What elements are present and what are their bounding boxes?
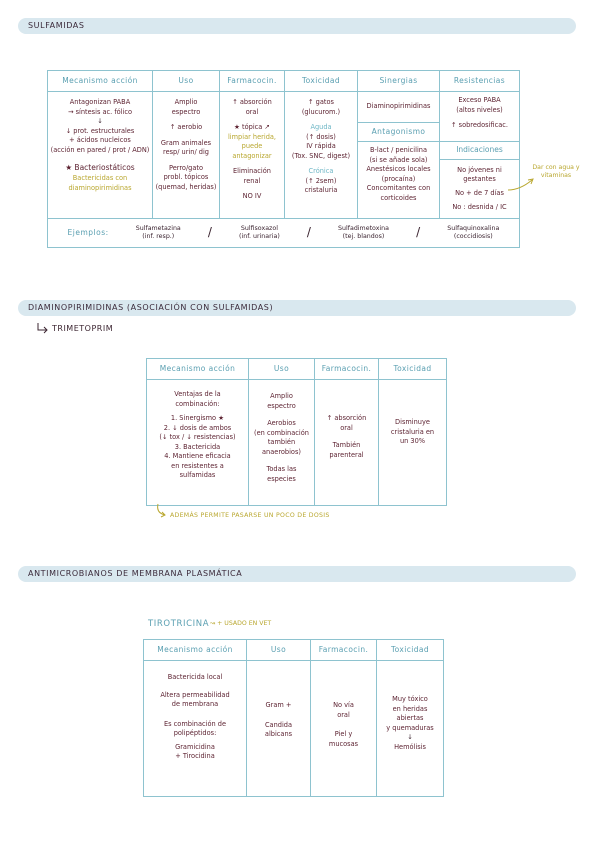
text-line: Sulfametazina [135,224,181,232]
text-line: Altera permeabilidad [160,690,230,699]
section-title: ANTIMICROBIANOS DE MEMBRANA PLASMÁTICA [28,569,243,578]
text-line: especies [267,474,296,483]
subitem-arrow-icon [36,322,50,334]
text-line: ↓ prot. estructurales [65,126,135,135]
text-line: Amplio [270,392,293,400]
text-line: en resistentes a [171,461,224,470]
cell-toxicidad [285,92,358,219]
text-line: mucosas [328,739,359,748]
text-line: (tej. blandos) [342,233,385,241]
text-line: anaerobios) [262,447,301,456]
section-header-membrana [18,566,576,582]
text-line: ↑ aerobio [169,123,203,132]
header-indicaciones: Indicaciones [440,142,519,160]
header-sinergias: Sinergias [358,71,440,92]
cell-uso [153,92,220,219]
drug-title-tirotricina: TIROTRICINA [148,619,210,629]
text-line: NO IV [242,192,262,201]
text-line: + Tirocidina [175,752,215,761]
header-mecanismo: Mecanismo acción [147,359,249,380]
text-line: sulfamidas [179,471,216,480]
text-line: en heridas [392,704,428,713]
ejemplo-item [447,225,499,242]
text-line: → síntesis ac. fólico [67,107,133,116]
header-antagonismo: Antagonismo [358,123,440,142]
text-line: 2. ↓ dosis de ambos [163,423,232,432]
text-line: Gram + [265,701,292,709]
text-line: Piel y [334,730,353,739]
text-line: gestantes [463,175,496,184]
text-line: ↑ gatos [308,98,334,106]
text-line: Sulfisoxazol [240,224,278,232]
text-line: polipéptidos: [173,729,217,738]
text-line: No vía [333,701,354,709]
text-line: Gramicidina [175,742,215,751]
text-line: + ácidos nucleicos [69,136,131,145]
section-header-diaminopirimidinas [18,300,576,316]
text-line: Amplio [174,98,198,106]
section-title: SULFAMIDAS [28,21,85,30]
text-line: (inf. urinaria) [239,233,280,241]
text-line: (glucurom.) [301,107,341,116]
text-line: Gram animales [160,138,212,147]
cell-uso [247,661,311,797]
cell-sinergias [358,92,440,123]
header-toxicidad: Toxicidad [285,71,358,92]
text-line: IV rápida [306,142,336,151]
cell-ejemplos [48,219,520,248]
text-line: (altos niveles) [456,105,503,114]
cell-uso [249,380,315,506]
text-line: (↑ dosis) [306,132,336,141]
header-farmacocin: Farmacocin. [315,359,379,380]
text-line: No + de 7 días [455,188,504,197]
text-line: B-lact / penicilina [370,146,427,154]
header-toxicidad: Toxicidad [377,640,444,661]
text-line: No : desnida / IC [452,202,507,211]
text-line: (acción en pared / prot / ADN) [50,145,150,154]
separator: / [416,225,421,240]
text-line: Muy tóxico [392,695,428,703]
text-line: renal [243,176,261,185]
text-line: Es combinación de [163,719,227,728]
text-line: Crónica [308,167,334,176]
side-note: Dar con agua y vitaminas [532,164,580,180]
text-line: (coccidiosis) [453,233,493,241]
cell-farmacocin [220,92,285,219]
header-resistencias: Resistencias [440,71,520,92]
text-line: Ventajas de la [174,390,221,398]
cell-mecanismo [144,661,247,797]
drug-note: ↝ + USADO EN VET [210,620,272,627]
note-arrow-icon [152,503,168,519]
text-line: Sulfaquinoxalina [447,224,500,232]
text-line: oral [337,710,350,719]
text-line: (Tox. SNC, digest) [291,151,351,160]
text-line: Concomitantes con [366,184,431,193]
text-line: (inf. resp.) [142,233,175,241]
header-farmacocin: Farmacocin. [220,71,285,92]
text-line: Sulfadimetoxina [338,224,390,232]
section-header-sulfamidas [18,18,576,34]
text-line: resp/ urin/ dig [163,148,209,157]
text-line: cristaluria en [390,427,435,436]
separator: / [207,225,212,240]
text-line: No jóvenes ni [457,165,502,174]
text-line: 4. Mantiene eficacia [164,452,231,461]
separator: / [306,225,311,240]
text-line: (↓ tox / ↓ resistencias) [159,433,236,442]
cell-mecanismo [48,92,153,219]
text-line: ★ tópica ↗ [234,123,270,132]
header-mecanismo: Mecanismo acción [144,640,247,661]
text-line: parenteral [329,450,364,459]
text-line: (↑ 2sem) [305,176,337,185]
text-line: Diaminopirimidinas [366,102,431,111]
text-line: oral [245,107,259,116]
text-line: un 30% [399,437,426,446]
header-uso: Uso [247,640,311,661]
cell-farmacocin [315,380,379,506]
subtitle-trimetoprim: TRIMETOPRIM [52,324,114,333]
text-line: también [267,438,296,447]
text-line: abiertas [396,714,424,723]
text-line: (si se añade sola) [369,155,428,164]
text-line: albicans [264,730,293,739]
section-title: DIAMINOPIRIMIDINAS (ASOCIACIÓN CON SULFAMIDAS) [28,303,274,312]
text-line: ↑ absorción [326,414,367,422]
sulfamidas-table [47,70,520,248]
diaminopirimidinas-table [146,358,447,506]
note-dosis: ADEMÁS PERMITE PASARSE UN POCO DE DOSIS [170,512,330,519]
text-line: Perro/gato [168,163,204,172]
text-line: de membrana [171,700,219,709]
tirotricina-table [143,639,444,797]
text-line: También [332,441,361,450]
text-line: Bactericidas con [72,174,128,183]
text-line: Hemólisis [394,742,426,751]
text-line: Eliminación [233,167,271,176]
cell-toxicidad [379,380,447,506]
text-line: oral [340,423,353,432]
text-line: (en combinación [254,428,309,437]
text-line: ↑ absorción [232,98,272,106]
text-line: espectro [171,107,201,116]
text-line: probl. tópicos [163,173,209,182]
text-line: Aguda [310,123,332,132]
header-uso: Uso [153,71,220,92]
cell-toxicidad [377,661,444,797]
text-line: corticoides [380,193,417,202]
text-line: cristaluria [304,186,338,195]
header-mecanismo: Mecanismo acción [48,71,153,92]
text-line: Bactericida local [167,673,223,681]
text-line: espectro [267,401,296,410]
cell-antagonismo [358,142,440,219]
text-line: Anestésicos locales [366,165,431,174]
cell-farmacocin [311,661,377,797]
text-line: Exceso PABA [458,96,501,104]
text-line: puede [241,142,263,151]
cell-resistencias [440,92,520,142]
ejemplos-label: Ejemplos: [67,227,109,237]
arrow-down-icon: ↓ [407,733,413,742]
text-line: antagonizar [232,151,272,160]
text-line: (quemad, heridas) [155,182,217,191]
text-line: limpiar herida, [227,132,277,141]
text-line: ★ Bacteriostáticos [65,163,135,173]
text-line: 3. Bactericida [174,442,221,451]
text-line: y quemaduras [386,723,434,732]
text-line: Candida [264,720,293,729]
text-line: Disminuye [395,418,430,426]
ejemplo-item [338,225,389,242]
text-line: combinación: [175,399,220,408]
arrow-down-icon: ↓ [97,117,103,126]
text-line: Antagonizan PABA [69,98,131,106]
text-line: 1. Sinergismo ★ [170,414,225,423]
header-uso: Uso [249,359,315,380]
ejemplo-item [136,225,181,242]
text-line: Aerobios [267,419,296,428]
text-line: (procaína) [381,174,416,183]
text-line: ↑ sobredosificac. [451,121,508,130]
cell-mecanismo [147,380,249,506]
ejemplo-item [239,225,280,242]
text-line: Todas las [266,465,297,474]
text-line: diaminopirimidinas [68,183,132,192]
header-toxicidad: Toxicidad [379,359,447,380]
header-farmacocin: Farmacocin. [311,640,377,661]
